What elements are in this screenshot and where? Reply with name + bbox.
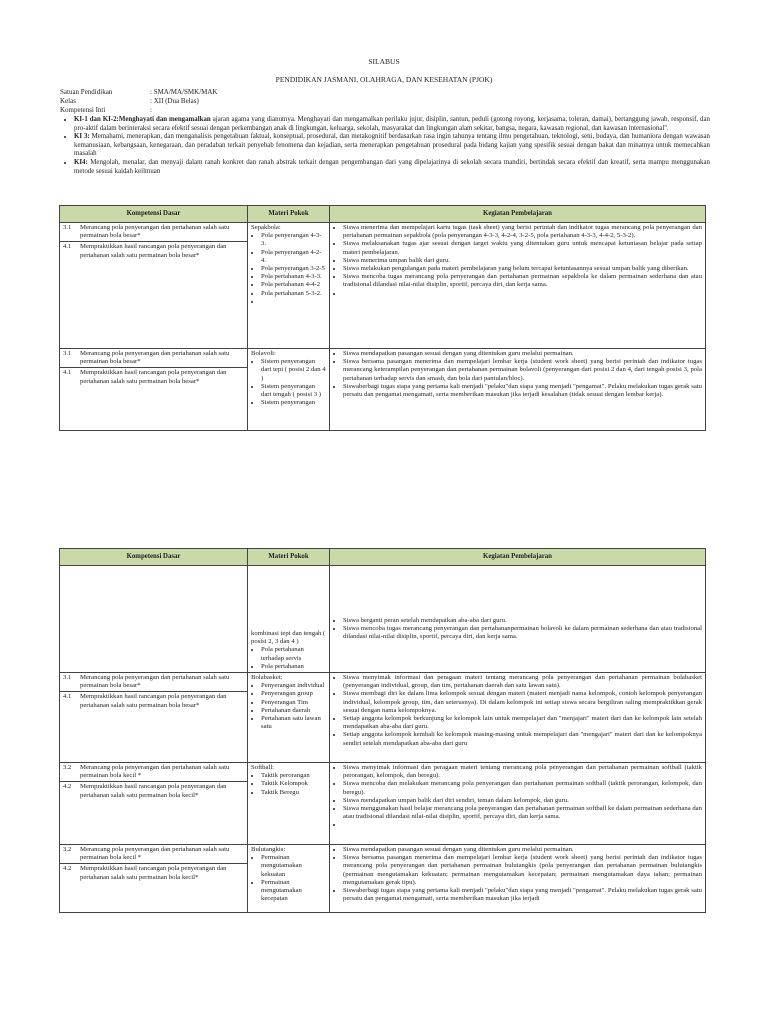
meta-kelas: Kelas : XII (Dua Belas) [60,97,199,105]
mp-cell: kombinasi tepi dan tengah ( posisi 2, 3 dan 4 ) • Pola pertahanan terhadap servis • Pola pertahanan [248,566,330,673]
kd-cell: 3.1 Merancang pola penyerangan dan pertahanan salah satu permainan bola besar* 4.1 Mempraktikkan hasil rancangan pola penyerangan dan pertahanan salah satu permainan bola besar* [60,349,248,431]
header-kp: Kegiatan Pembelajaran [330,549,706,566]
kd-cell: 3.2 Merancang pola penyerangan dan pertahanan salah satu permainan bola kecil * 4.2 Mempraktikkan hasil rancangan pola penyerangan dan pertahanan salah satu permainan bola kecil* [60,763,248,845]
kp-cell: • Siswa menyimak informasi dan peragaan materi tentang merancang pola penyerangan dan pertahanan permainan bolabasket (penyerangan individual, group, dan tim, pertahanan daerah dan satu lawan satu). • Siswa membagi diri ke dalam lima kelompok sesuai dengan materi (materi menjadi nama kelompok, contoh kelompok penyerangan individual, kelompok group, tim, dan seterusnya). Di dalam kelompok ini setiap siswa secara bergiliran saling mempraktikkan gerak sesuai dengan nama kelompoknya. • Setiap anggota kelompok berkunjung ke kelompok lain untuk mempelajari dan "menjajari" materi dari dan ke kelompok lain setelah mendapatkan aba-aba dari guru. • Setiap anggota kelompok kembali ke kelompok masing-masing untuk mempelajari dan "mengajari" materi dari dan ke kelompoknya sendiri setelah mendapatkan aba-aba dari guru [330,673,706,763]
meta-satuan: Satuan Pendidikan : SMA/MA/SMK/MAK [60,88,218,96]
table-row [60,223,706,349]
kp-cell: • Siswa menyimak informasi dan peragaan materi tentang merancang pola penyerangan dan pertahanan permainan softball (taktik perorangan, kelompok, dan beregu). • Siswa mencoba dan melakukan merancang pola penyerangan dan pertahanan permainan softball (taktik perorangan, kelompok, dan beregu). • Siswa mendapatkan umpan balik dari diri sendiri, teman dalam kelompok, dan guru. • Siswa menggunakan hasil belajar merancang pola penyerangan dan pertahanan permainan softball ke dalam permainan sederhana dan atau tradisional dilandasi nilai-nilai disiplin, sportif, percaya diri, dan kerja sama. • [330,763,706,845]
kd-cell: 3.2 Merancang pola penyerangan dan pertahanan salah satu permainan bola kecil * 4.2 Mempraktikkan hasil rancangan pola penyerangan dan pertahanan salah satu permainan bola kecil* [60,845,248,913]
header-mp: Materi Pokok [248,549,330,566]
kd-cell: 3.1 Merancang pola penyerangan dan pertahanan salah satu permainan bola besar* 4.1 Mempraktikkan hasil rancangan pola penyerangan dan pertahanan salah satu permainan bola besar* [60,223,248,349]
mp-cell: Bolabasket: • Penyerangan individual • Penyerangan group • Penyerangan Tim • Pertahanan daerah • Pertahanan satu lawan satu [248,673,330,763]
mp-cell: Sepakbola: • Pola penyerangan 4-3-3. • Pola penyerangan 4-2-4. • Pola penyerangan 3-2-5 • Pola pertahanan 4-3-3. • Pola pertahanan 4-4-2 • Pola pertahanan 5-3-2. • [248,223,330,349]
table-row [60,673,706,763]
ki-item: • KI4: Mengolah, menalar, dan menyaji dalam ranah konkret dan ranah abstrak terkait dengan pengembangan dari yang dipelajarinya di sekolah secara mandiri, bertindak secara efektif dan kreatif, serta mampu menggunakan metode sesuai kaidah keilmuan [74,159,710,176]
table-row [60,763,706,845]
doc-subtitle: PENDIDIKAN JASMANI, OLAHRAGA, DAN KESEHATAN (PJOK) [275,75,493,84]
ki-item: • KI-1 dan KI-2:Menghayati dan mengamalkan ajaran agama yang dianutnya. Menghayati dan mengamalkan perilaku jujur, disiplin, santun, peduli (gotong royong, kerjasama, toleran, damai), bertanggung jawab, responsif, dan pro-aktif dalam berinteraksi secara efektif sesuai dengan perkembangan anak di lingkungan, keluarga, sekolah, masyarakat dan lingkungan alam sekitar, bangsa, negara, kawasan regional, dan kawasan internasional". [74,116,710,133]
doc-title: SILABUS [368,57,400,66]
table-row [60,566,706,673]
header-kd: Kompetensi Dasar [60,549,248,566]
mp-cell: Bulutangkis: • Permainan mengutamakan kekuatan • Permainan mengutamakan kecepatan [248,845,330,913]
table-row [60,845,706,913]
kp-cell: • Siswa mendapatkan pasangan sesuai dengan yang ditentukan guru melalui permainan. • Siswa bersama pasangan menerima dan mempelajari lembar kerja (student work sheet) yang berisi perintah dan indikator tugas merancang pola penyerangan dan pertahanan permainan bulutangkis (pola penyerangan dan pertahanan permainan bulutangkis (permainan mengutamakan kekuatan; permainan mengutamakan kecepatan; permainan mengutamakan daya tahan; permainan mengutamakan gerak tipu). • Siswaberbagi tugas siapa yang pertama kali menjadi "pelaku"dan siapa yang menjadi "pengamat". Pelaku melakukan tugas gerak satu persatu dan pengamat mengamati, serta memberikan masukan jika terjadi [330,845,706,913]
kp-cell: • Siswa mendapatkan pasangan sesuai dengan yang ditentukan guru melalui permainan. • Siswa bersama pasangan menerima dan mempelajari lembar kerja (student work sheet) yang berisi perintah dan indikator tugas merancang keterampilan penyerangan dan pertahanan permainan bolavoli (penyerangan dari posisi 2 dan 4, dari tengah posisi 3, pola pertahanan terhadap servis dan smash, dan bola dari pantulan/bloc). • Siswaberbagi tugas siapa yang pertama kali menjadi "pelaku"dan siapa yang menjadi "pengamat". Pelaku melakukan tugas gerak satu persatu dan pengamat mengamati, serta memberikan masukan jika terjadi kesalahan (tidak sesuai dengan lembar kerja). [330,349,706,431]
kd-cell [60,566,248,673]
meta-ki: Kompetensi Inti : [60,106,152,114]
kd-cell: 3.1 Merancang pola penyerangan dan pertahanan salah satu permainan bola besar* 4.1 Mempraktikkan hasil rancangan pola penyerangan dan pertahanan salah satu permainan bola besar* [60,673,248,763]
mp-cell: Bolavoli: • Sistem penyerangan dari tepi ( posisi 2 dan 4 ) • Sistem penyerangan dari tengah ( posisi 3 ) • Sistem penyerangan [248,349,330,431]
kp-cell: • Siswa berganti peran setelah mendapatkan aba-aba dari guru. • Siswa mencoba tugas merancang penyerangan dan pertahananpermainan bolavoli ke dalam permainan sederhana dan atau tradisional dilandasi nilai-nilai disiplin, sportif, percaya diri, dan kerja sama. [330,566,706,673]
header-mp: Materi Pokok [248,206,330,223]
ki-item: • KI 3: Memahami, menerapkan, dan menganalisis pengetahuan faktual, konseptual, prosedural, dan metakognitif berdasarkan rasa ingin tahunya tentang ilmu pengetahuan, teknologi, seni, budaya, dan humaniora dengan wawasan kemanusiaan, kebangsaan, kenegaraan, dan peradaban terkait penyebab fenomena dan kejadian, serta menerapkan pengetahuan prosedural pada bidang kajian yang spesifik sesuai dengan bakat dan minatnya untuk memecahkan masalah [74,133,710,159]
header-kd: Kompetensi Dasar [60,206,248,223]
kompetensi-inti-list [60,116,710,176]
header-kp: Kegiatan Pembelajaran [330,206,706,223]
table-row [60,349,706,431]
syllabus-table-1 [59,205,706,431]
kp-cell: • Siswa menerima dan mempelajari kartu tugas (task sheet) yang berisi perintah dan indikator tugas merancang pola penyerangan dan pertahanan permainan sepakbola (pola penyerangan 4-3-3, 4-2-4, 3-2-5, pola pertahanan 4-3-3, 4-4-2, 5-3-2). • Siswa melaksanakan tugas ajar sesuai dengan target waktu yang ditentukan guru untuk mencapai ketuntasan belajar pada setiap materi pembelajaran. • Siswa menerima umpan balik dari guru. • Siswa melakukan pengulangan pada materi pembelajaran yang belum tercapai ketuntasannya sesuai umpan balik yang diberikan. • Siswa mencoba tugas merancang pola penyerangan dan pertahanan permainan sepakbola ke dalam permainan sederhana dan atau tradisional dilandasi nilai-nilai disiplin, sportif, percaya diri, dan kerja sama. • [330,223,706,349]
mp-cell: Softball: • Taktik perorangan • Taktik Kelompok • Taktik Beregu [248,763,330,845]
syllabus-table-2 [59,548,706,913]
